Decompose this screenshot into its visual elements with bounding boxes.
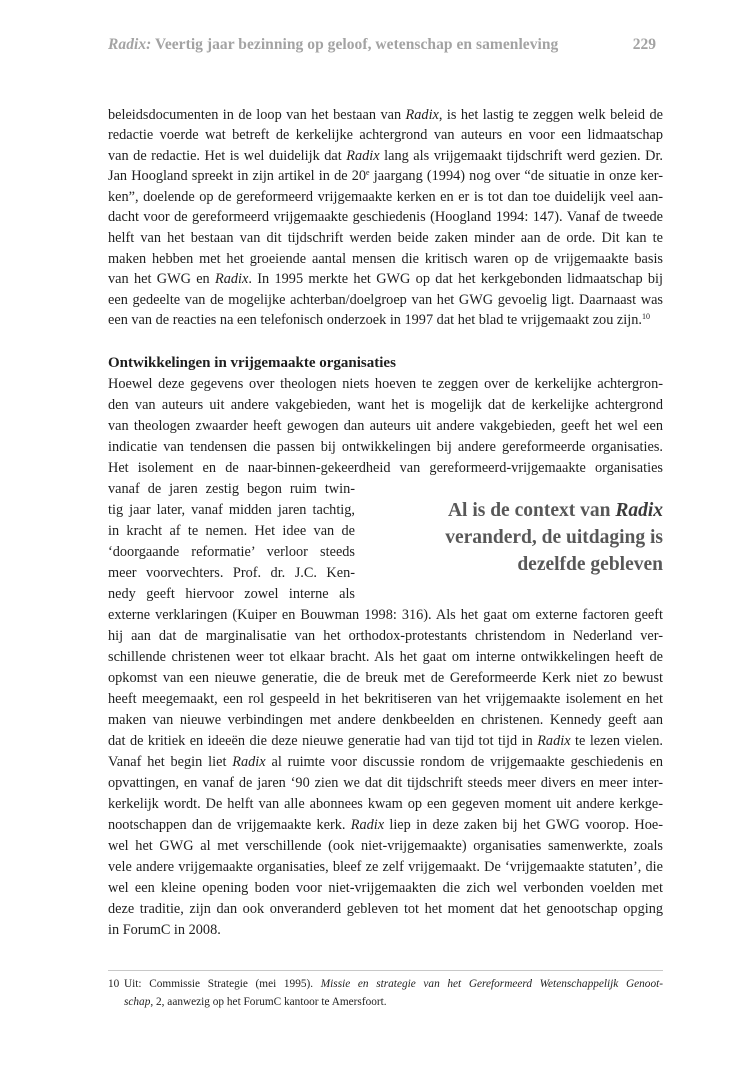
text-line: vanaf de jaren zestig begon ruim twin- <box>108 481 355 497</box>
text-line: opvattingen, en vanaf de jaren ‘90 zien we dat dit tijdschrift steeds meer divers en meer inter- <box>108 775 663 791</box>
text-line: tig jaar later, vanaf midden jaren tachtig, <box>108 502 355 518</box>
text-line: nootschappen dan de vrijgemaakte kerk. Radix liep in deze zaken bij het GWG voorop. Hoe- <box>108 817 663 833</box>
text-line: den van auteurs uit andere vakgebieden, want het is mogelijk dat de kerkelijke achtergrond <box>108 397 663 413</box>
text-line: ‘doorgaande reformatie’ verloor steeds <box>108 544 355 560</box>
text-line: dacht voor de gereformeerd vrijgemaakte geschiedenis (Hoogland 1994: 147). Vanaf de tweede <box>108 209 663 225</box>
text-line: een van de reacties na een telefonisch onderzoek in 1997 dat het blad te vrijgemaakt zou zijn.$^{10}$ <box>108 312 650 328</box>
header-title <box>108 36 558 54</box>
text-line: een gedeelte van de mogelijke achterban/doelgroep van het GWG gevoelig ligt. Daarnaast was <box>108 292 663 308</box>
text-line: nedy geeft hiervoor zowel interne als <box>108 586 355 602</box>
text-line: ken”, doelende op de gereformeerd vrijgemaakte kerken en er is tot dan toe duidelijk veel aan- <box>108 189 663 205</box>
text-line: Jan Hoogland spreekt in zijn artikel in de 20e jaargang (1994) nog over “de situatie in onze ker- <box>108 168 663 184</box>
text-line: van het GWG en Radix. In 1995 merkte het GWG op dat het kerkgebonden lidmaatschap bij <box>108 271 664 287</box>
text-line: in kracht af te nemen. Het idee van de <box>108 523 355 539</box>
footnote-line: Uit: Commissie Strategie (mei 1995). Missie en strategie van het Gereformeerd Wetenschappelijk Genoot- <box>124 978 663 990</box>
text-line: Het isolement en de naar-binnen-gekeerdheid van gereformeerd-vrijgemaakte organisaties <box>108 460 663 476</box>
text-line: schillende christenen weer tot elkaar bracht. Als het gaat om interne ontwikkelingen heeft de <box>108 649 663 665</box>
text-line: wel het GWG al met verschillende (ook niet-vrijgemaakte) organisaties samenwerkte, zoals <box>108 838 663 854</box>
text-line: wel een kleine opening boden voor niet-vrijgemaakten die zich wel verbonden voelden met <box>108 880 663 896</box>
text-line: helft van het bestaan van dit tijdschrift werden beide zaken minder aan de orde. Dit kan te <box>108 230 663 246</box>
pull-quote-line: Al is de context van Radix <box>447 500 663 521</box>
text-line: deze traditie, zijn dan ook onveranderd gebleven tot het moment dat het genootschap opging <box>108 901 663 917</box>
text-line: meer voorvechters. Prof. dr. J.C. Ken- <box>108 565 355 581</box>
text-line: kerkelijk wordt. De helft van alle abonnees kwam op een gegeven moment uit andere kerkge- <box>108 796 663 812</box>
footnote-number: 10 <box>108 978 120 990</box>
text-line: hij aan dat de marginalisatie van het orthodox-protestants christendom in Nederland ver- <box>108 628 663 644</box>
text-line: beleidsdocumenten in de loop van het bestaan van Radix, is het lastig te zeggen welk beleid de <box>108 107 663 123</box>
text-line: externe verklaringen (Kuiper en Bouwman 1998: 316). Als het gaat om externe factoren geeft <box>108 607 663 623</box>
header-title-italic: Radix: <box>108 36 152 53</box>
section-heading: Ontwikkelingen in vrijgemaakte organisaties <box>108 355 396 371</box>
text-line: dat de kritiek en ideeën die deze nieuwe generatie had van tijd tot tijd in Radix te lezen vielen. <box>108 733 663 749</box>
text-line: vele andere vrijgemaakte organisaties, bleef ze zelf vrijgemaakt. De ‘vrijgemaakte statuten’, die <box>108 859 663 875</box>
text-line: van de redactie. Het is wel duidelijk dat Radix lang als vrijgemaakt tijdschrift werd gezien. Dr. <box>108 148 663 164</box>
text-line: in ForumC in 2008. <box>108 922 221 938</box>
text-line: indicatie van tendensen die passen bij ontwikkelingen bij andere gereformeerde organisaties. <box>108 439 663 455</box>
text-line: Vanaf het begin liet Radix al ruimte voor discussie rondom de vrijgemaakte geschiedenis en <box>108 754 663 770</box>
header-title-rest: Veertig jaar bezinning op geloof, wetenschap en samenleving <box>151 36 559 53</box>
running-header <box>108 36 656 66</box>
text-line: heeft meegemaakt, een rol gespeeld in het bekritiseren van het vrijgemaakte isolement en het <box>108 691 663 707</box>
text-line: maken van nieuwe verbindingen met andere denkbeelden en christenen. Kennedy geeft aan <box>108 712 663 728</box>
pull-quote-line: dezelfde gebleven <box>517 554 663 575</box>
page-number: 229 <box>632 36 656 53</box>
text-line: Hoewel deze gegevens over theologen niets hoeven te zeggen over de kerkelijke achtergron- <box>108 376 663 392</box>
text-line: maken hebben met het groeiende aantal mensen die kritisch waren op de vrijgemaakte basis <box>108 251 663 267</box>
text-line: van theologen zwaarder heeft gewogen dan auteurs uit andere vakgebieden, geeft het wel een <box>108 418 663 434</box>
pull-quote <box>380 497 663 578</box>
text-line: redactie voerde wat betreft de kerkelijke achtergrond van auteurs en voor een lidmaatschap <box>108 127 663 143</box>
footnote-ref[interactable]: 10 <box>641 312 650 321</box>
footnote-line: schap, 2, aanwezig op het ForumC kantoor te Amersfoort. <box>124 996 387 1008</box>
text-line: opkomst van een nieuwe generatie, die de breuk met de Gereformeerde Kerk niet zo bewust <box>108 670 663 686</box>
pull-quote-line: veranderd, de uitdaging is <box>445 527 663 548</box>
footnote-divider <box>108 970 663 971</box>
